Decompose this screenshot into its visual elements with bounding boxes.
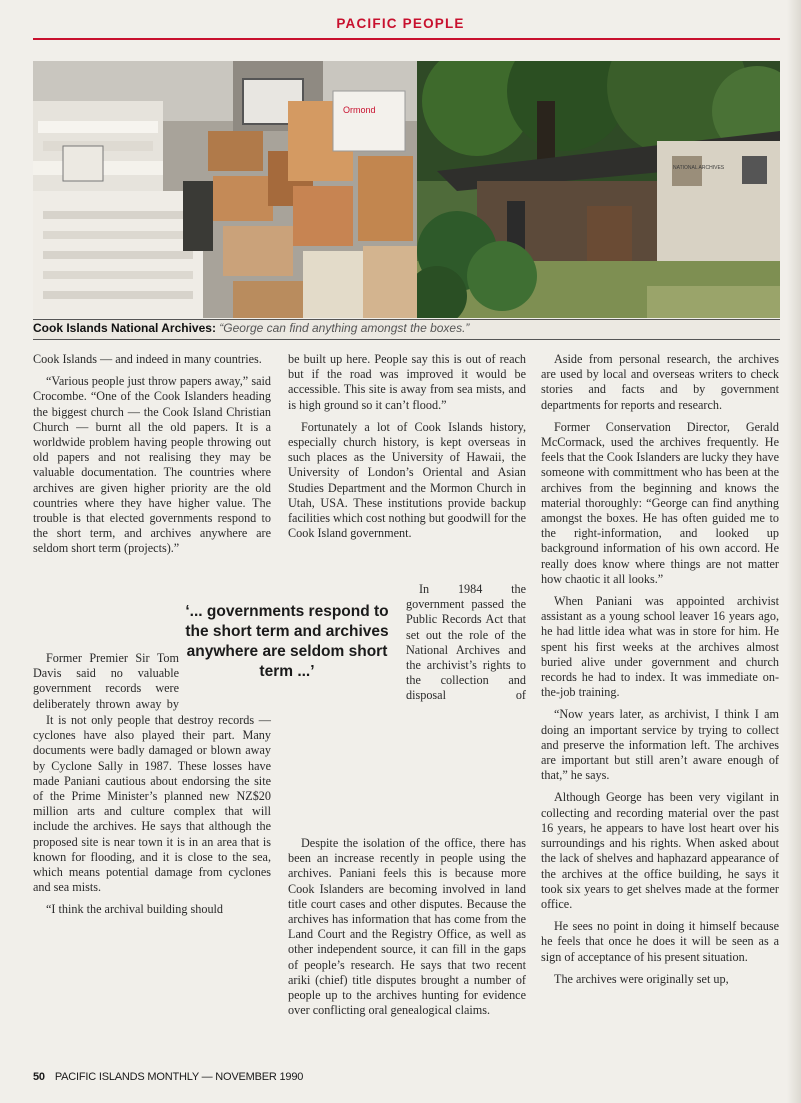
paragraph: Aside from personal research, the archives are used by local and overseas writers to check stories and facts and by government departments for reports and research. [541, 352, 779, 412]
building-sign: NATIONAL ARCHIVES [673, 165, 725, 171]
column-1-lower [33, 713, 271, 925]
paragraph: Although George has been very vigilant in collecting and recording material over the past 16 years, he appears to have lost heart over his surroundings and his rights. When asked about the lack of shelves and haphazard appearance of the archives at the office building, he says it took six years to get shelves made at the former office. [541, 790, 779, 911]
paragraph: be built up here. People say this is out of reach but if the road was improved it would be accessible. This site is away from sea mists, and is high ground so it can’t flood.” [288, 352, 526, 412]
column-3 [541, 352, 779, 994]
header-rule [33, 38, 780, 40]
section-header: PACIFIC PEOPLE [336, 16, 465, 31]
paragraph: Fortunately a lot of Cook Islands history, especially church history, is kept overseas in such places as the University of Hawaii, the University of London’s Oriental and Asian Studies Department and the Mormon Church in Utah, USA. These institutions provide backup facilities which cost nothing but goodwill for the Cook Island government. [288, 419, 526, 541]
archives-building-photo [417, 61, 780, 318]
paragraph: It is not only people that destroy records — cyclones have also played their part. Many documents were badly damaged or blown away by Cyclone Sally in 1987. These losses have made Paniani cautious about endorsing the site of the Prime Minister’s planned new NZ$20 million arts and culture complex that will include the archives. He says that although the proposed site is near town it is in an area that is known for flooding, and it is close to the sea, which means potential damage from cyclones and sea mists. [33, 713, 271, 895]
paragraph: Former Premier Sir Tom Davis said no valuable government records were deliberately thrown away by [33, 651, 179, 711]
footer-text: PACIFIC ISLANDS MONTHLY — NOVEMBER 1990 [54, 1071, 304, 1083]
pull-quote: ‘... governments respond to the short term and archives anywhere are seldom short term ...’ [185, 603, 389, 680]
column-1-wrap [33, 651, 179, 718]
column-2 [288, 352, 526, 548]
photo-caption [33, 320, 469, 337]
paragraph [33, 374, 271, 556]
paragraph: In 1984 the government passed the Public Records Act that set out the role of the National Archives and the archivist’s rights to the collection and disposal of [406, 582, 526, 702]
paragraph: When Paniani was appointed archivist assistant as a young school leaver 16 years ago, he had little idea what was in store for him. He spent his first weeks at the archives almost buried alive under government and church records he had to index. It was immediate on-the-job training. [541, 594, 779, 700]
paragraph: Cook Islands — and indeed in many countries. [33, 352, 262, 366]
paragraph: He sees no point in doing it himself because he feels that once he does it will be seen as a sign of acceptance of his present situation. [541, 919, 779, 964]
page-number: 50 [33, 1071, 45, 1083]
caption-quote: “George can find anything amongst the boxes.” [219, 321, 470, 335]
paragraph: Former Conservation Director, Gerald McCormack, used the archives frequently. He feels that the Cook Islanders are lucky they have someone with committment who has been at the archives from the beginning and knows the material thoroughly: “George can find anything amongst the boxes. He has often guided me to the right-information, and looked up background information of his own accord. He really does know where things are not matter how chaotic it all looks.” [541, 419, 779, 586]
column-2-lower [288, 836, 526, 1025]
column-2-wrap [406, 582, 526, 709]
box-label: Ormond [343, 105, 376, 115]
paragraph-text: “Various people just throw papers away,” said Crocombe. “One of the Cook Islanders heading the biggest church — the Cook Island Christian Church — burnt all the old papers. It is a worldwide problem having people throwing out old papers and not realising they may be valuable documentation. The countries where archives are given higher priority are the old countries where they have higher value. The trouble is that elected governments respond to the short term, and archives anywhere are seldom short term (projects).” [33, 374, 271, 556]
paragraph: “Now years later, as archivist, I think I am doing an important service by trying to collect and preserve the information left. The archives are important but still aren’t aware enough of that,” he says. [541, 707, 779, 783]
page-footer [33, 1071, 303, 1083]
caption-title: Cook Islands National Archives: [33, 321, 216, 335]
paragraph: The archives were originally set up, [554, 971, 729, 986]
page-edge [787, 0, 801, 1103]
column-1 [33, 352, 271, 564]
paragraph: “I think the archival building should [46, 902, 224, 917]
archives-interior-photo [33, 61, 417, 318]
paragraph: Despite the isolation of the office, there has been an increase recently in people using the archives. Paniani feels this is because more Cook Islanders are becoming involved in land title court cases and other disputes. Because the archives has information that has come from the Land Court and the Registry Office, as well as other independent source, it can fill in the gaps of people’s research. He says that two recent ariki (chief) title disputes brought a number of people up to the archives hunting for evidence over conflicting oral genealogical claims. [288, 836, 526, 1018]
